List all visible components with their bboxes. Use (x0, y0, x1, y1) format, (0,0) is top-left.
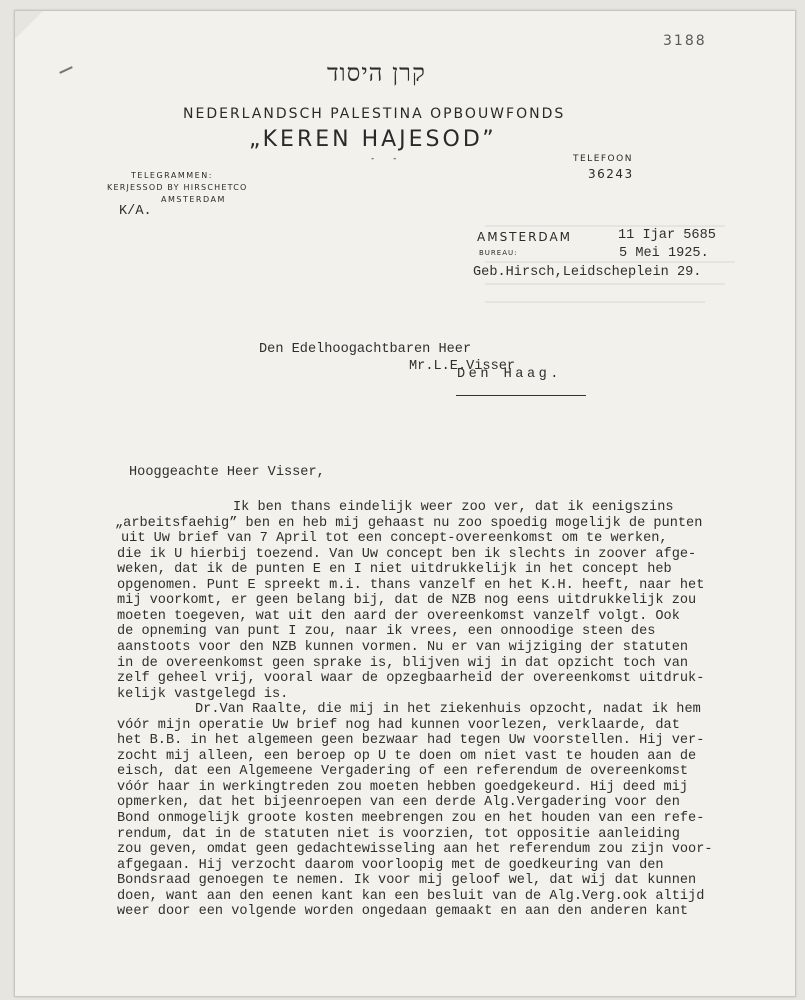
bleed-through (485, 301, 705, 303)
body-line: „arbeitsfaehig” ben en heb mij gehaast nu zoo spoedig mogelijk de punten (115, 515, 703, 531)
body-line: Dr.Van Raalte, die mij in het ziekenhuis opzocht, nadat ik hem (195, 702, 701, 718)
body-line: zelf geheel vrij, vooral waar de opzegbaarheid der overeenkomst uitdruk- (117, 671, 705, 687)
body-line: het B.B. in het algemeen geen bezwaar had tegen Uw voorstellen. Hij ver- (117, 733, 705, 749)
folded-corner (15, 11, 43, 39)
body-line: weken, dat ik de punten E en I niet uitdrukkelijk in het concept heb (117, 562, 672, 578)
header-divider: - - (371, 154, 405, 164)
body-line: in de overeenkomst geen sprake is, blijven wij in dat opzicht toch van (117, 655, 689, 671)
body-line: aanstoots voor den NZB kunnen vormen. Nu er van wijziging der statuten (117, 639, 689, 655)
city-underline (456, 395, 586, 396)
body-line: rendum, dat in de statuten niet is voorzien, tot oppositie aanleiding (117, 826, 680, 842)
reference: K/A. (119, 204, 152, 219)
recipient-name: Mr.L.E.Visser (409, 359, 516, 374)
bureau-label: BUREAU: (479, 249, 518, 257)
pencil-mark (59, 66, 73, 74)
telegram-label: TELEGRAMMEN: (131, 171, 213, 180)
body-line: vóór haar in werkingtreden zou moeten hebben goedgekeurd. Hij deed mij (117, 779, 689, 795)
body-line: doen, want aan den eenen kant kan een besluit van de Alg.Verg.ook altijd (117, 888, 705, 904)
org-name: NEDERLANDSCH PALESTINA OPBOUWFONDS (183, 106, 566, 122)
body-line: moeten toegeven, wat uit den aard der overeenkomst vanzelf volgt. Ook (117, 608, 680, 624)
hebrew-org-name: קרן היסוד (327, 59, 426, 87)
bleed-through (485, 261, 735, 263)
letter-date: 5 Mei 1925. (619, 246, 709, 261)
letter-page (14, 10, 796, 997)
body-line: opmerken, dat het bijeenroepen van een derde Alg.Vergadering voor den (117, 795, 680, 811)
body-line: opgenomen. Punt E spreekt m.i. thans vanzelf en het K.H. heeft, naar het (117, 577, 705, 593)
body-line: Bond onmogelijk groote kosten meebrengen zou en het houden van een refe- (117, 811, 705, 826)
sender-address: Geb.Hirsch,Leidscheplein 29. (473, 265, 702, 280)
phone-number: 36243 (588, 167, 634, 181)
body-line: kelijk vastgelegd is. (117, 686, 289, 702)
hebrew-date: 11 Ijar 5685 (618, 228, 716, 243)
body-line: vóór mijn operatie Uw brief nog had kunnen voorlezen, verklaarde, dat (117, 717, 680, 733)
phone-label: TELEFOON (573, 154, 633, 164)
body-line: mij voorkomt, er geen belang bij, dat de NZB nog eens uitdrukkelijk zou (117, 593, 697, 609)
body-line: eisch, dat een Algemeene Vergadering of een referendum de overeenkomst (117, 764, 689, 780)
body-line: de opneming van punt I zou, naar ik vrees, een onnoodige steen des (117, 624, 656, 640)
bleed-through (485, 225, 725, 227)
greeting: Hooggeachte Heer Visser, (129, 465, 325, 480)
telegram-address: KERJESSOD BY HIRSCHETCO (107, 183, 248, 192)
city-label: AMSTERDAM (477, 230, 573, 244)
bleed-through (485, 283, 725, 285)
body-line: Bondsraad genoegen te nemen. Ik voor mij geloof wel, dat wij dat kunnen (117, 873, 697, 889)
body-line: die ik U hierbij toezend. Van Uw concept ben ik slechts in zoover afge- (117, 546, 697, 562)
recipient-city: Den Haag. (457, 367, 562, 382)
body-line: zou geven, omdat geen gedachtewisseling aan het referendum zou zijn voor- (117, 842, 713, 858)
recipient-title: Den Edelhoogachtbaren Heer (259, 342, 472, 357)
body-line: weer door een volgende worden ongedaan gemaakt en aan den anderen kant (117, 904, 689, 920)
body-line: Ik ben thans eindelijk weer zoo ver, dat ik eenigszins (233, 500, 674, 515)
telegram-city: AMSTERDAM (161, 195, 226, 204)
body-line: afgegaan. Hij verzocht daarom voorloopig met de goedkeuring van den (117, 857, 664, 873)
org-title: „KEREN HAJESOD” (249, 127, 497, 152)
body-line: zocht mij alleen, een beroep op U te doen om niet vast te houden aan de (117, 748, 697, 764)
body-line: uit Uw brief van 7 April tot een concept-overeenkomst om te werken, (121, 531, 668, 547)
archive-number: 3188 (663, 33, 707, 49)
